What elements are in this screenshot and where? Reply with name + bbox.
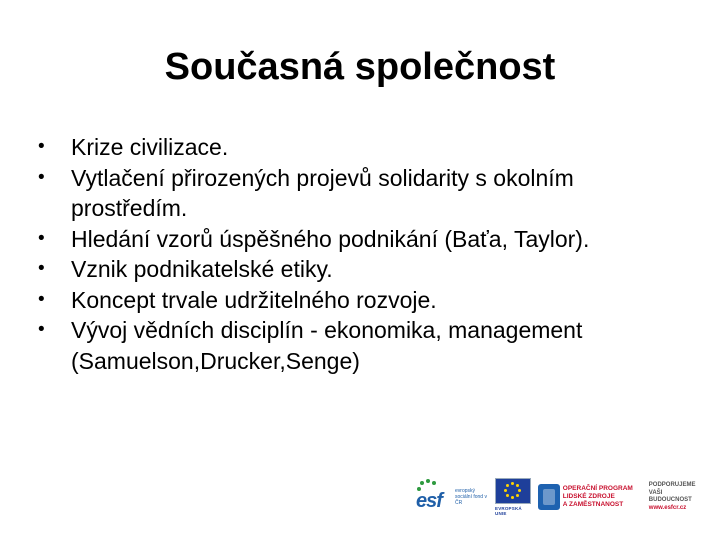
list-item bbox=[36, 254, 686, 285]
bullet-icon: • bbox=[38, 227, 45, 249]
list-item bbox=[36, 315, 686, 376]
eu-caption: EVROPSKÁ UNIE bbox=[495, 506, 522, 516]
eu-flag-icon bbox=[495, 478, 531, 504]
support-url: www.esfcr.cz bbox=[648, 504, 687, 511]
esf-caption: evropský sociální fond v ČR bbox=[455, 488, 487, 506]
slide-title: Současná společnost bbox=[164, 46, 556, 88]
eu-logo bbox=[495, 478, 532, 516]
bullet-text: Krize civilizace. bbox=[71, 134, 229, 160]
puzzle-icon bbox=[538, 484, 560, 510]
bullet-text: Vznik podnikatelské etiky. bbox=[71, 256, 333, 282]
esf-mark-text: esf bbox=[416, 490, 442, 512]
esf-mark-icon bbox=[416, 479, 452, 515]
list-item bbox=[36, 224, 686, 255]
bullet-icon: • bbox=[38, 136, 45, 157]
bullet-text: Hledání vzorů úspěšného podnikání (Baťa, Taylor). bbox=[71, 225, 590, 252]
list-item bbox=[36, 132, 686, 163]
footer-logo-strip bbox=[416, 476, 706, 518]
esf-logo bbox=[416, 478, 489, 516]
op-line-1: OPERAČNÍ PROGRAM bbox=[562, 485, 633, 492]
op-line-3: A ZAMĚSTNANOST bbox=[562, 501, 624, 508]
bullet-text: Vytlačení přirozených projevů solidarity s okolním prostředím. bbox=[71, 164, 574, 221]
bullet-list bbox=[36, 132, 686, 376]
bullet-icon: • bbox=[38, 166, 45, 188]
list-item bbox=[36, 285, 686, 316]
support-line-2: VAŠI BUDOUCNOST bbox=[648, 489, 692, 503]
support-line-1: PODPORUJEME bbox=[648, 482, 696, 488]
op-caption bbox=[563, 485, 643, 509]
op-logo bbox=[538, 484, 643, 510]
support-logo bbox=[649, 482, 706, 512]
bullet-icon: • bbox=[38, 258, 45, 279]
op-line-2: LIDSKÉ ZDROJE bbox=[562, 493, 615, 500]
bullet-icon: • bbox=[38, 288, 45, 310]
list-item bbox=[36, 163, 686, 224]
bullet-text: Vývoj vědních disciplín - ekonomika, management (Samuelson,Drucker,Senge) bbox=[71, 317, 583, 374]
bullet-text: Koncept trvale udržitelného rozvoje. bbox=[71, 286, 437, 313]
bullet-icon: • bbox=[38, 319, 45, 340]
